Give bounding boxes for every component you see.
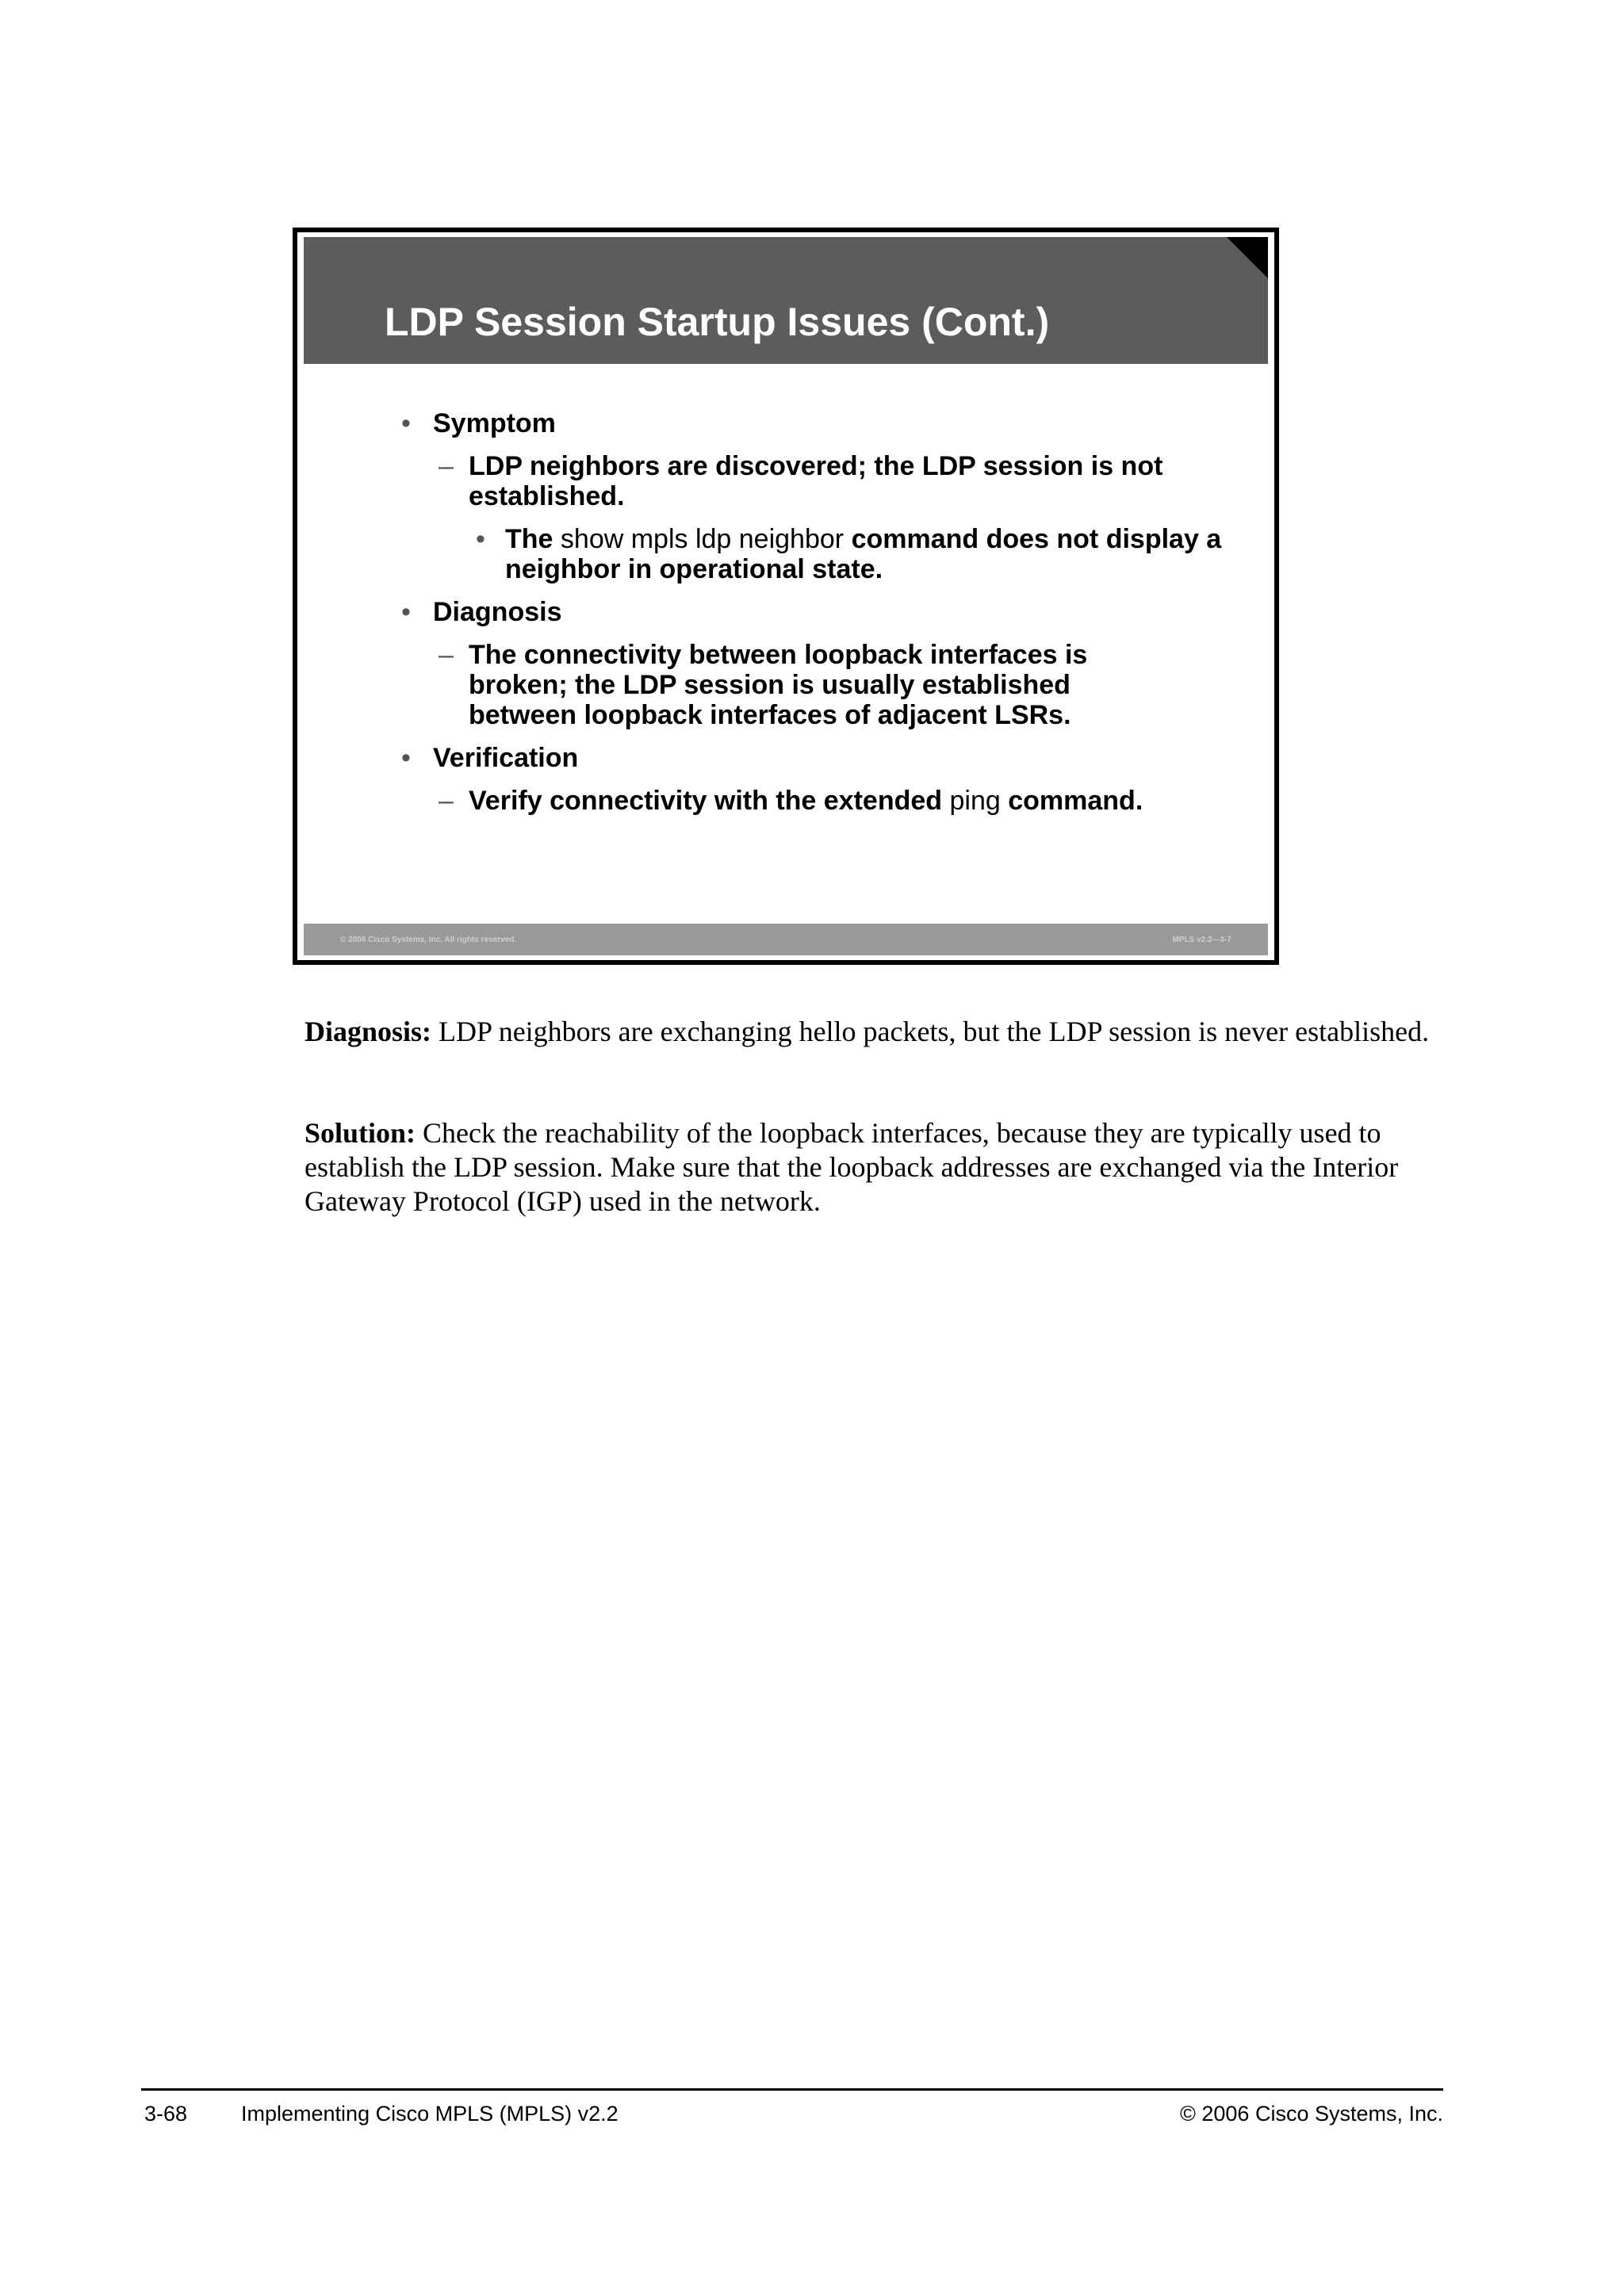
command-text: ping bbox=[949, 786, 1001, 816]
slide-header bbox=[304, 237, 1268, 364]
slide-title: LDP Session Startup Issues (Cont.) bbox=[385, 300, 1050, 344]
slide-number: MPLS v2.2—3-7 bbox=[1172, 936, 1231, 944]
detail-post: command does not display a neighbor in operational state. bbox=[505, 524, 1222, 584]
bullet-icon: • bbox=[476, 524, 485, 554]
sub-bullet-text: LDP neighbors are discovered; the LDP session is not established. bbox=[469, 451, 1163, 511]
diagnosis-text: LDP neighbors are exchanging hello packets, but the LDP session is never established. bbox=[439, 1016, 1430, 1047]
diagnosis-label: Diagnosis: bbox=[304, 1016, 432, 1047]
sub-bullet bbox=[297, 451, 1274, 511]
slide-figure bbox=[293, 228, 1279, 965]
bullet-heading: Verification bbox=[433, 743, 579, 773]
slide-footer bbox=[304, 924, 1268, 955]
page-number: 3-68 bbox=[144, 2102, 188, 2126]
bullet-icon: • bbox=[401, 743, 411, 773]
bullet-icon: • bbox=[401, 597, 411, 627]
detail-pre: The bbox=[505, 524, 553, 554]
sub-bullet bbox=[297, 786, 1274, 816]
dash-icon: – bbox=[439, 451, 454, 481]
bullet-icon: • bbox=[401, 408, 411, 438]
bullet-heading: Diagnosis bbox=[433, 597, 562, 627]
slide-copyright: © 2006 Cisco Systems, Inc. All rights reserved. bbox=[340, 936, 517, 944]
solution-label: Solution: bbox=[304, 1117, 416, 1149]
bullet-diagnosis bbox=[297, 597, 1274, 627]
page-copyright: © 2006 Cisco Systems, Inc. bbox=[1179, 2102, 1443, 2126]
sub-sub-bullet bbox=[297, 524, 1274, 584]
sub-bullet bbox=[297, 640, 1274, 730]
verify-post: command. bbox=[1008, 786, 1143, 816]
dash-icon: – bbox=[439, 786, 454, 816]
solution-text: Check the reachability of the loopback interfaces, because they are typically used to establish the LDP session. Make sure that the loopback addresses are exchanged via the Interior Gateway Protocol (IGP) used in the network. bbox=[304, 1117, 1399, 1217]
bullet-heading: Symptom bbox=[433, 408, 556, 438]
sub-bullet-text: The connectivity between loopback interfaces is broken; the LDP session is usually established between loopback interfaces of adjacent LSRs. bbox=[469, 640, 1088, 730]
corner-triangle-icon bbox=[1227, 237, 1268, 278]
footer-divider bbox=[141, 2088, 1443, 2091]
diagnosis-paragraph bbox=[304, 1015, 1446, 1049]
verify-pre: Verify connectivity with the extended bbox=[469, 786, 943, 816]
course-title: Implementing Cisco MPLS (MPLS) v2.2 bbox=[241, 2102, 619, 2126]
solution-paragraph bbox=[304, 1116, 1446, 1219]
slide-body bbox=[297, 408, 1274, 828]
bullet-symptom bbox=[297, 408, 1274, 438]
command-text: show mpls ldp neighbor bbox=[560, 524, 845, 554]
dash-icon: – bbox=[439, 640, 454, 670]
bullet-verification bbox=[297, 743, 1274, 773]
